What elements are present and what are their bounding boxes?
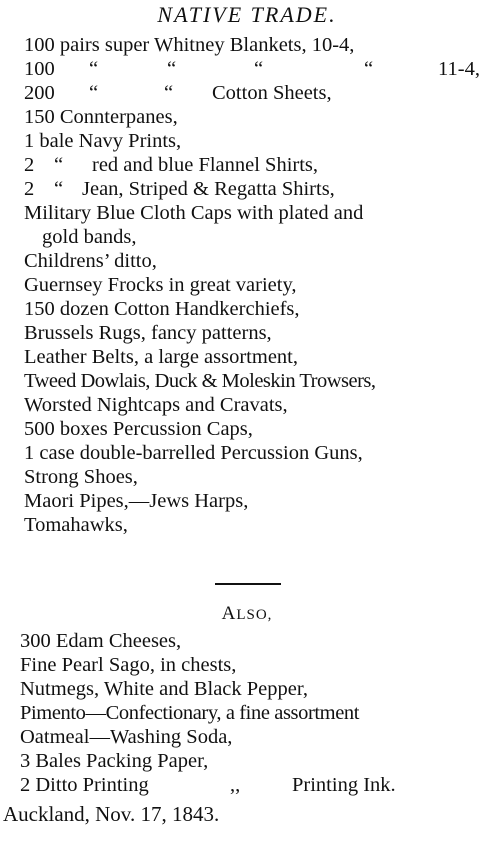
list-item: Brussels Rugs, fancy patterns, bbox=[24, 322, 272, 344]
list-item: Tweed Dowlais, Duck & Moleskin Trowsers, bbox=[24, 370, 376, 392]
list-item: Pimento—Confectionary, a fine assortment bbox=[20, 702, 360, 724]
list-item: 150 dozen Cotton Handkerchiefs, bbox=[24, 298, 300, 320]
also-heading-rest: LSO, bbox=[236, 607, 273, 623]
list-item: 1 bale Navy Prints, bbox=[24, 130, 182, 152]
ditto-mark: “ bbox=[364, 58, 374, 80]
list-item: 1 case double-barrelled Percussion Guns, bbox=[24, 442, 363, 464]
ditto-mark: “ bbox=[54, 178, 64, 200]
list-item: Guernsey Frocks in great variety, bbox=[24, 274, 297, 296]
ditto-mark: “ bbox=[254, 58, 264, 80]
section-divider bbox=[215, 583, 281, 585]
list-item-continuation: gold bands, bbox=[42, 226, 137, 248]
list-item-text: Jean, Striped & Regatta Shirts, bbox=[82, 178, 335, 200]
ditto-mark: “ bbox=[164, 82, 174, 104]
dateline: Auckland, Nov. 17, 1843. bbox=[3, 802, 220, 826]
list-item: Oatmeal—Washing Soda, bbox=[20, 726, 233, 748]
list-item-text: red and blue Flannel Shirts, bbox=[92, 154, 319, 176]
list-item-text: Printing Ink. bbox=[292, 774, 396, 796]
list-item: Maori Pipes,—Jews Harps, bbox=[24, 490, 249, 512]
ditto-mark: “ bbox=[89, 82, 99, 104]
ditto-mark: “ bbox=[89, 58, 99, 80]
ditto-mark: ,, bbox=[230, 774, 241, 796]
list-item: Fine Pearl Sago, in chests, bbox=[20, 654, 237, 676]
list-item-text: 2 Ditto Printing bbox=[20, 774, 149, 796]
list-item: Childrens’ ditto, bbox=[24, 250, 157, 272]
list-item: Leather Belts, a large assortment, bbox=[24, 346, 298, 368]
list-item: Nutmegs, White and Black Pepper, bbox=[20, 678, 309, 700]
list-item-quantity: 100 bbox=[24, 58, 55, 80]
list-item-quantity: 2 bbox=[24, 154, 35, 176]
list-item: 100 pairs super Whitney Blankets, 10-4, bbox=[24, 34, 355, 56]
ditto-mark: “ bbox=[167, 58, 177, 80]
also-heading bbox=[0, 604, 494, 625]
also-heading-initial: A bbox=[221, 603, 237, 624]
list-item: 300 Edam Cheeses, bbox=[20, 630, 182, 652]
list-item: 3 Bales Packing Paper, bbox=[20, 750, 209, 772]
list-item-text: Cotton Sheets, bbox=[212, 82, 332, 104]
list-item: Tomahawks, bbox=[24, 514, 128, 536]
list-item: 500 boxes Percussion Caps, bbox=[24, 418, 253, 440]
ditto-mark: “ bbox=[54, 154, 64, 176]
ad-title: NATIVE TRADE. bbox=[157, 2, 337, 27]
list-item: Strong Shoes, bbox=[24, 466, 138, 488]
list-item-size: 11-4, bbox=[438, 58, 480, 80]
list-item: 150 Connterpanes, bbox=[24, 106, 178, 128]
list-item-quantity: 200 bbox=[24, 82, 55, 104]
list-item: Worsted Nightcaps and Cravats, bbox=[24, 394, 288, 416]
list-item-quantity: 2 bbox=[24, 178, 35, 200]
list-item: Military Blue Cloth Caps with plated and bbox=[24, 202, 364, 224]
